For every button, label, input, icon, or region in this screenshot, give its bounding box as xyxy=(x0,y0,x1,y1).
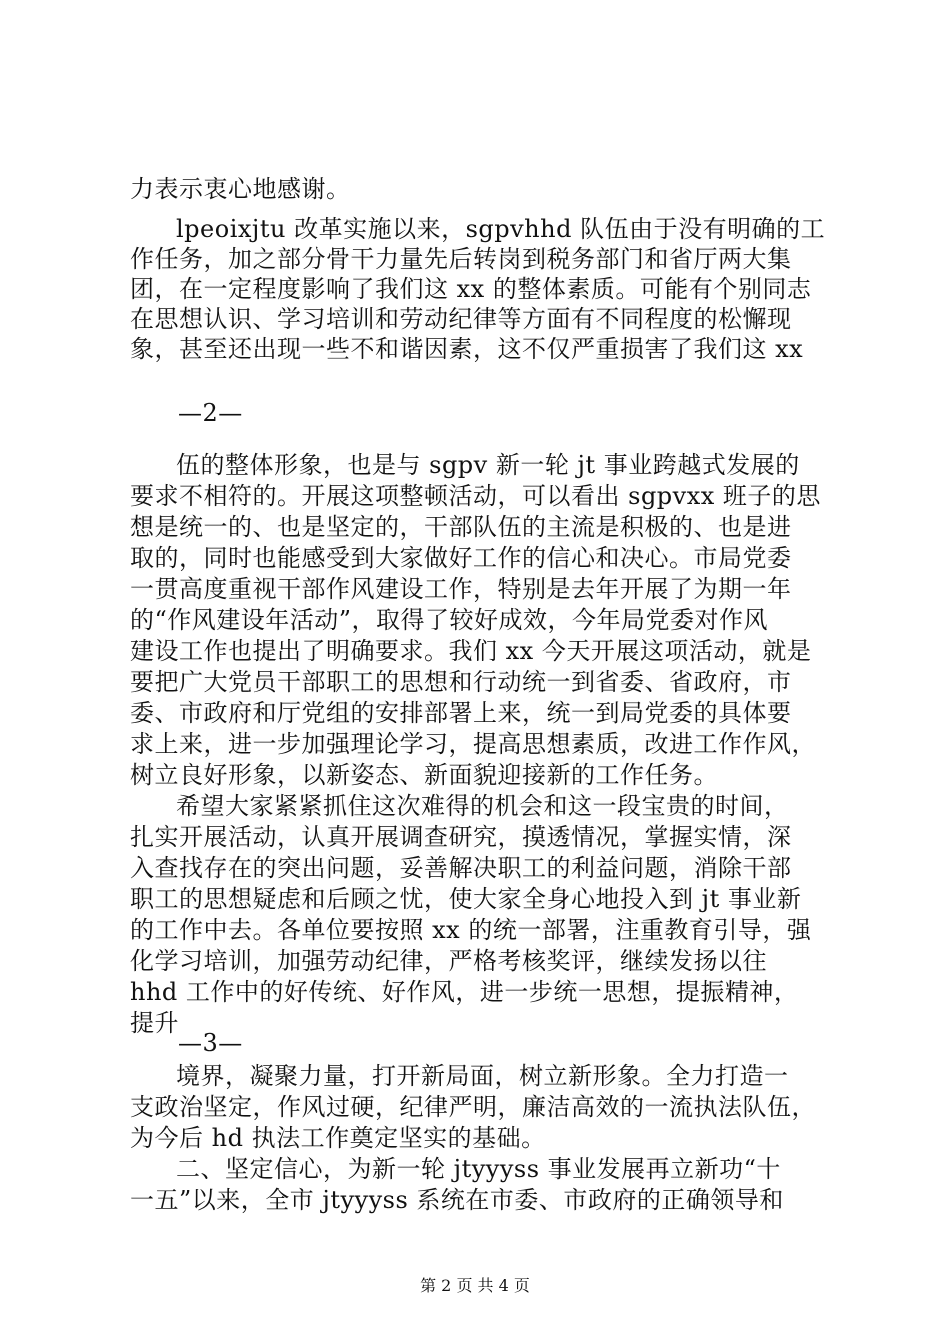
text-line: 的“作风建设年活动”，取得了较好成效，今年局党委对作风 xyxy=(130,606,769,634)
text-line: 委、市政府和厅党组的安排部署上来，统一到局党委的具体要 xyxy=(130,699,792,727)
text-line: 一五”以来，全市 jtyyyss 系统在市委、市政府的正确领导和 xyxy=(130,1186,784,1214)
text-line: 扎实开展活动，认真开展调查研究，摸透情况，掌握实情，深 xyxy=(130,823,792,851)
text-line: 提升 xyxy=(130,1009,179,1037)
text-line: 树立良好形象，以新姿态、新面貌迎接新的工作任务。 xyxy=(130,761,718,789)
text-line: 在思想认识、学习培训和劳动纪律等方面有不同程度的松懈现 xyxy=(130,305,792,333)
text-line: 一贯高度重视干部作风建设工作，特别是去年开展了为期一年 xyxy=(130,575,792,603)
paragraph-start-line: lpeoixjtu 改革实施以来，sgpvhhd 队伍由于没有明确的工 xyxy=(176,215,826,243)
text-line: 力表示衷心地感谢。 xyxy=(130,175,351,203)
paragraph-start-line: 境界，凝聚力量，打开新局面，树立新形象。全力打造一 xyxy=(176,1062,789,1090)
text-line: 想是统一的、也是坚定的，干部队伍的主流是积极的、也是进 xyxy=(130,513,792,541)
text-line: 职工的思想疑虑和后顾之忧，使大家全身心地投入到 jt 事业新 xyxy=(130,885,802,913)
paragraph-start-line: 希望大家紧紧抓住这次难得的机会和这一段宝贵的时间， xyxy=(176,792,789,820)
text-line: 的工作中去。各单位要按照 xx 的统一部署，注重教育引导，强 xyxy=(130,916,812,944)
paragraph-start-line: 伍的整体形象，也是与 sgpv 新一轮 jt 事业跨越式发展的 xyxy=(176,451,800,479)
text-line: hhd 工作中的好传统、好作风，进一步统一思想，提振精神， xyxy=(130,978,799,1006)
page-footer: 第 2 页 共 4 页 xyxy=(420,1276,530,1295)
text-line: 团，在一定程度影响了我们这 xx 的整体素质。可能有个别同志 xyxy=(130,275,812,303)
text-line: 支政治坚定，作风过硬，纪律严明，廉洁高效的一流执法队伍， xyxy=(130,1093,816,1121)
text-line: 要把广大党员干部职工的思想和行动统一到省委、省政府，市 xyxy=(130,668,792,696)
text-line: 象，甚至还出现一些不和谐因素，这不仅严重损害了我们这 xx xyxy=(130,335,804,363)
text-line: 入查找存在的突出问题，妥善解决职工的利益问题，消除干部 xyxy=(130,854,792,882)
paragraph-start-line: 二、坚定信心，为新一轮 jtyyyss 事业发展再立新功“十 xyxy=(176,1155,781,1183)
text-line: 求上来，进一步加强理论学习，提高思想素质，改进工作作风， xyxy=(130,730,816,758)
text-line: 要求不相符的。开展这项整顿活动，可以看出 sgpvxx 班子的思 xyxy=(130,482,821,510)
page-marker: —2— xyxy=(178,399,243,427)
text-line: 建设工作也提出了明确要求。我们 xx 今天开展这项活动，就是 xyxy=(130,637,812,665)
text-line: 为今后 hd 执法工作奠定坚实的基础。 xyxy=(130,1124,546,1152)
page-marker: —3— xyxy=(178,1029,243,1057)
text-line: 化学习培训，加强劳动纪律，严格考核奖评，继续发扬以往 xyxy=(130,947,767,975)
text-line: 取的，同时也能感受到大家做好工作的信心和决心。市局党委 xyxy=(130,544,792,572)
text-line: 作任务，加之部分骨干力量先后转岗到税务部门和省厅两大集 xyxy=(130,245,792,273)
